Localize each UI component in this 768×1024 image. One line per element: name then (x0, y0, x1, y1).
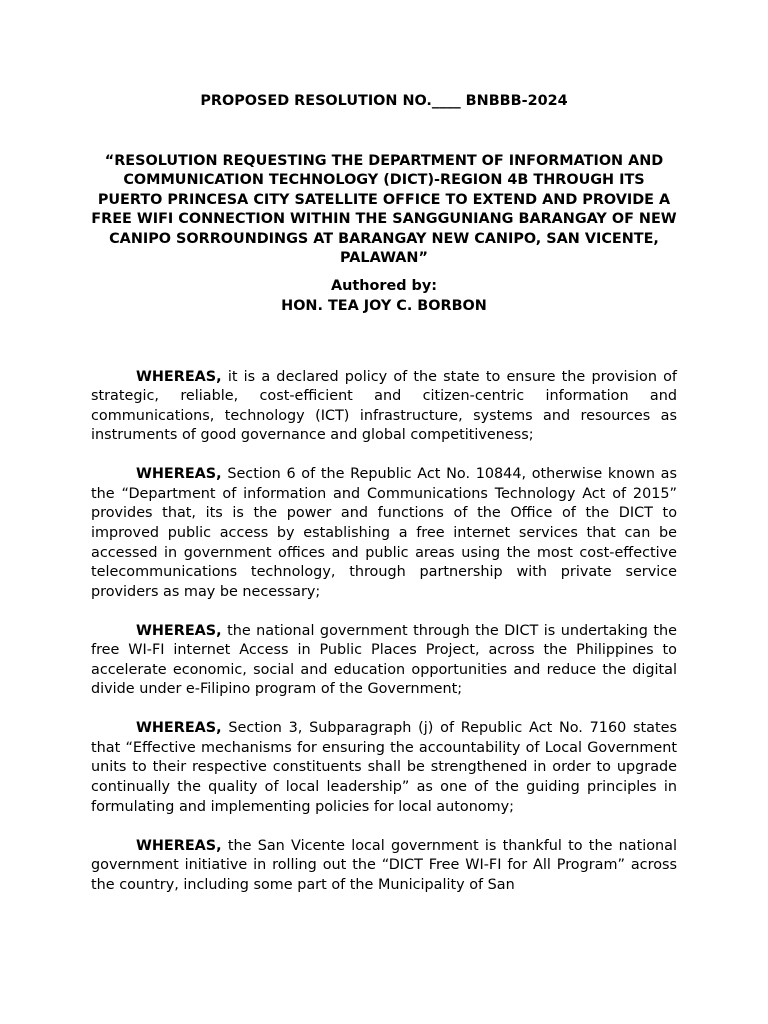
whereas-lead: WHEREAS, (136, 622, 222, 639)
paragraph-text: the national government through the DICT is undertaking the free WI-FI internet Access in Public Places Project, across the Philippines to accelerate economic, social and education opportunities and reduce the digital divide under e-Filipino program of the Government; (91, 622, 677, 698)
paragraph-text: Section 6 of the Republic Act No. 10844, otherwise known as the “Department of information and Communications Technology Act of 2015” provides that, its is the power and functions of the Office of the DICT to improved public access by establishing a free internet services that can be accessed in government offices and public areas using the most cost-effective telecommunications technology, through partnership with private service providers as may be necessary; (91, 466, 677, 600)
authored-label: Authored by: (331, 278, 437, 295)
paragraph-text: it is a declared policy of the state to ensure the provision of strategic, reliable, cost-efficient and citizen-centric information and communications, technology (ICT) infrastructure, systems and resources as instruments of good governance and global competitiveness; (91, 368, 677, 444)
authored-by-block (91, 277, 677, 317)
whereas-paragraph-3 (91, 622, 677, 700)
whereas-lead: WHEREAS, (136, 368, 222, 385)
whereas-paragraph-4 (91, 719, 677, 817)
whereas-paragraph-2 (91, 465, 677, 602)
author-name: HON. TEA JOY C. BORBON (281, 297, 487, 314)
resolution-title: “RESOLUTION REQUESTING THE DEPARTMENT OF INFORMATION AND COMMUNICATION TECHNOLOGY (DICT)-REGION 4B THROUGH ITS PUERTO PRINCESA CITY SATELLITE OFFICE TO EXTEND AND PROVIDE A FREE WIFI CONNECTION WITHIN THE SANGGUNIANG BARANGAY OF NEW CANIPO SORROUNDINGS AT BARANGAY NEW CANIPO, SAN VICENTE, PALAWAN” (91, 152, 677, 267)
whereas-lead: WHEREAS, (136, 720, 222, 737)
document-page (91, 92, 677, 895)
resolution-number: PROPOSED RESOLUTION NO.____ BNBBB-2024 (200, 93, 568, 109)
whereas-paragraph-5 (91, 837, 677, 896)
whereas-lead: WHEREAS, (136, 837, 222, 854)
whereas-lead: WHEREAS, (136, 466, 222, 483)
paragraph-text: Section 3, Subparagraph (j) of Republic Act No. 7160 states that “Effective mechanisms for ensuring the accountability of Local Government units to their respective constituents shall be strengthened in order to upgrade continually the quality of local leadership” as one of the guiding principles in formulating and implementing policies for local autonomy; (91, 720, 677, 815)
paragraph-text: the San Vicente local government is thankful to the national government initiative in rolling out the “DICT Free WI-FI for All Program” across the country, including some part of the Municipality of San (91, 837, 677, 893)
whereas-paragraph-1 (91, 368, 677, 446)
